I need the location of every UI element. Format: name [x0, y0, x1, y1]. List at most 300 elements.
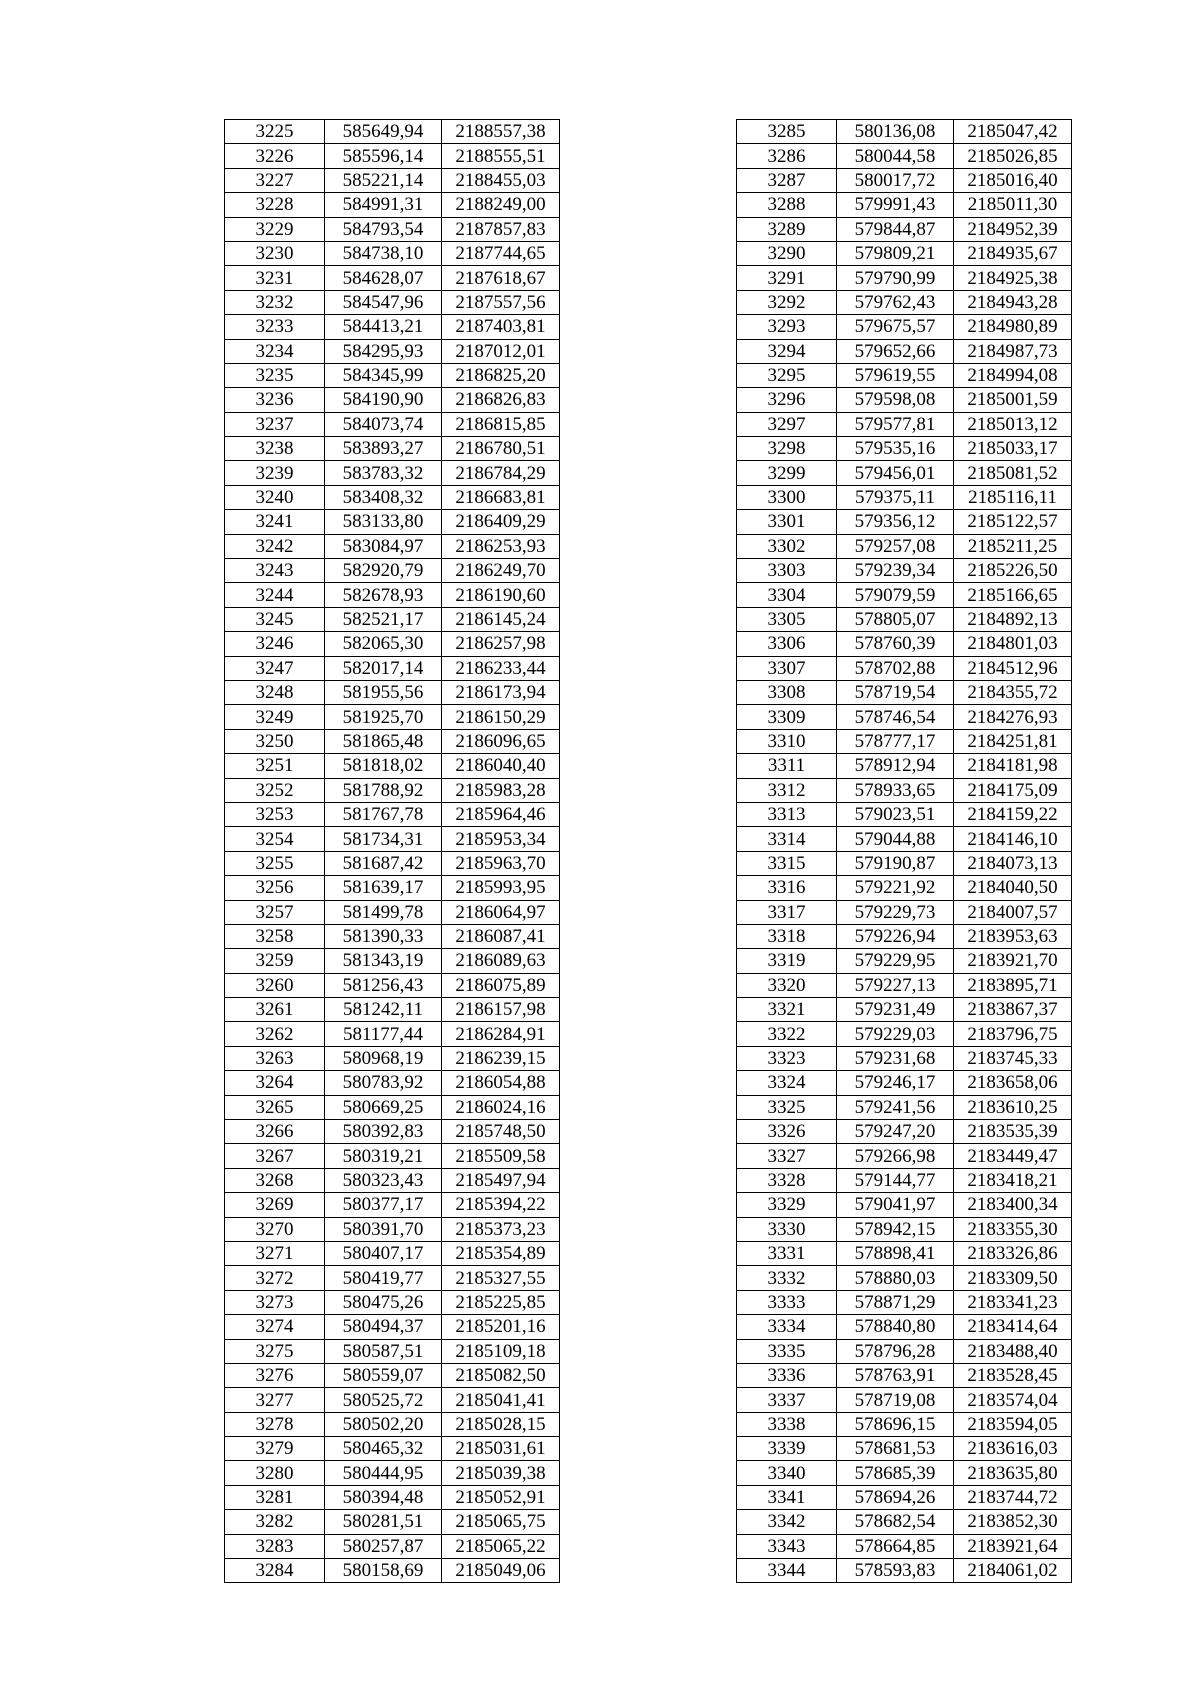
x-coordinate-cell: 580257,87 — [325, 1534, 442, 1558]
point-number-cell: 3312 — [737, 778, 837, 802]
y-coordinate-cell: 2185953,34 — [442, 827, 560, 851]
y-coordinate-cell: 2186145,24 — [442, 607, 560, 631]
coordinates-table-left — [224, 119, 560, 1583]
x-coordinate-cell: 580158,69 — [325, 1559, 442, 1583]
point-number-cell: 3287 — [737, 168, 837, 192]
point-number-cell: 3342 — [737, 1510, 837, 1534]
x-coordinate-cell: 578719,54 — [837, 680, 954, 704]
y-coordinate-cell: 2184175,09 — [954, 778, 1072, 802]
point-number-cell: 3272 — [225, 1266, 325, 1290]
table-row — [225, 315, 560, 339]
point-number-cell: 3253 — [225, 802, 325, 826]
x-coordinate-cell: 580377,17 — [325, 1193, 442, 1217]
y-coordinate-cell: 2187012,01 — [442, 339, 560, 363]
point-number-cell: 3294 — [737, 339, 837, 363]
table-row — [225, 388, 560, 412]
point-number-cell: 3230 — [225, 241, 325, 265]
point-number-cell: 3330 — [737, 1217, 837, 1241]
y-coordinate-cell: 2186257,98 — [442, 632, 560, 656]
y-coordinate-cell: 2183616,03 — [954, 1437, 1072, 1461]
point-number-cell: 3233 — [225, 315, 325, 339]
point-number-cell: 3234 — [225, 339, 325, 363]
table-row — [737, 1315, 1072, 1339]
table-row — [225, 559, 560, 583]
point-number-cell: 3306 — [737, 632, 837, 656]
x-coordinate-cell: 584793,54 — [325, 217, 442, 241]
table-row — [737, 705, 1072, 729]
point-number-cell: 3283 — [225, 1534, 325, 1558]
table-row — [225, 851, 560, 875]
x-coordinate-cell: 585221,14 — [325, 168, 442, 192]
table-row — [225, 632, 560, 656]
x-coordinate-cell: 584991,31 — [325, 193, 442, 217]
x-coordinate-cell: 578871,29 — [837, 1290, 954, 1314]
point-number-cell: 3337 — [737, 1388, 837, 1412]
point-number-cell: 3268 — [225, 1168, 325, 1192]
table-row — [737, 168, 1072, 192]
point-number-cell: 3284 — [225, 1559, 325, 1583]
point-number-cell: 3338 — [737, 1412, 837, 1436]
y-coordinate-cell: 2185116,11 — [954, 485, 1072, 509]
point-number-cell: 3241 — [225, 510, 325, 534]
table-row — [737, 437, 1072, 461]
y-coordinate-cell: 2184073,13 — [954, 851, 1072, 875]
point-number-cell: 3343 — [737, 1534, 837, 1558]
x-coordinate-cell: 578681,53 — [837, 1437, 954, 1461]
y-coordinate-cell: 2184040,50 — [954, 876, 1072, 900]
table-row — [737, 778, 1072, 802]
point-number-cell: 3318 — [737, 924, 837, 948]
point-number-cell: 3288 — [737, 193, 837, 217]
point-number-cell: 3317 — [737, 900, 837, 924]
x-coordinate-cell: 580475,26 — [325, 1290, 442, 1314]
table-body — [737, 120, 1072, 1583]
point-number-cell: 3302 — [737, 534, 837, 558]
x-coordinate-cell: 580044,58 — [837, 144, 954, 168]
point-number-cell: 3277 — [225, 1388, 325, 1412]
x-coordinate-cell: 581639,17 — [325, 876, 442, 900]
y-coordinate-cell: 2185211,25 — [954, 534, 1072, 558]
y-coordinate-cell: 2185748,50 — [442, 1120, 560, 1144]
x-coordinate-cell: 580444,95 — [325, 1461, 442, 1485]
x-coordinate-cell: 581818,02 — [325, 754, 442, 778]
point-number-cell: 3331 — [737, 1241, 837, 1265]
x-coordinate-cell: 579226,94 — [837, 924, 954, 948]
x-coordinate-cell: 580559,07 — [325, 1363, 442, 1387]
x-coordinate-cell: 581256,43 — [325, 973, 442, 997]
y-coordinate-cell: 2185049,06 — [442, 1559, 560, 1583]
point-number-cell: 3246 — [225, 632, 325, 656]
y-coordinate-cell: 2183744,72 — [954, 1485, 1072, 1509]
y-coordinate-cell: 2184061,02 — [954, 1559, 1072, 1583]
y-coordinate-cell: 2184251,81 — [954, 729, 1072, 753]
x-coordinate-cell: 579991,43 — [837, 193, 954, 217]
table-row — [225, 998, 560, 1022]
y-coordinate-cell: 2184355,72 — [954, 680, 1072, 704]
table-row — [225, 1388, 560, 1412]
table-row — [737, 485, 1072, 509]
point-number-cell: 3264 — [225, 1071, 325, 1095]
y-coordinate-cell: 2186075,89 — [442, 973, 560, 997]
table-row — [225, 1510, 560, 1534]
y-coordinate-cell: 2183921,70 — [954, 949, 1072, 973]
point-number-cell: 3290 — [737, 241, 837, 265]
x-coordinate-cell: 581955,56 — [325, 680, 442, 704]
point-number-cell: 3270 — [225, 1217, 325, 1241]
x-coordinate-cell: 580968,19 — [325, 1046, 442, 1070]
y-coordinate-cell: 2185081,52 — [954, 461, 1072, 485]
point-number-cell: 3263 — [225, 1046, 325, 1070]
x-coordinate-cell: 578694,26 — [837, 1485, 954, 1509]
point-number-cell: 3289 — [737, 217, 837, 241]
point-number-cell: 3286 — [737, 144, 837, 168]
table-row — [225, 1363, 560, 1387]
x-coordinate-cell: 580587,51 — [325, 1339, 442, 1363]
x-coordinate-cell: 579023,51 — [837, 802, 954, 826]
y-coordinate-cell: 2185964,46 — [442, 802, 560, 826]
x-coordinate-cell: 584295,93 — [325, 339, 442, 363]
y-coordinate-cell: 2184925,38 — [954, 266, 1072, 290]
point-number-cell: 3292 — [737, 290, 837, 314]
table-row — [225, 656, 560, 680]
y-coordinate-cell: 2186040,40 — [442, 754, 560, 778]
x-coordinate-cell: 581687,42 — [325, 851, 442, 875]
point-number-cell: 3243 — [225, 559, 325, 583]
y-coordinate-cell: 2185052,91 — [442, 1485, 560, 1509]
y-coordinate-cell: 2185028,15 — [442, 1412, 560, 1436]
x-coordinate-cell: 580525,72 — [325, 1388, 442, 1412]
table-row — [225, 339, 560, 363]
y-coordinate-cell: 2185225,85 — [442, 1290, 560, 1314]
x-coordinate-cell: 579241,56 — [837, 1095, 954, 1119]
table-row — [225, 1241, 560, 1265]
y-coordinate-cell: 2186239,15 — [442, 1046, 560, 1070]
table-row — [737, 266, 1072, 290]
table-row — [737, 1120, 1072, 1144]
table-row — [225, 1168, 560, 1192]
y-coordinate-cell: 2184276,93 — [954, 705, 1072, 729]
table-row — [737, 193, 1072, 217]
table-row — [737, 754, 1072, 778]
point-number-cell: 3305 — [737, 607, 837, 631]
table-row — [225, 412, 560, 436]
x-coordinate-cell: 584547,96 — [325, 290, 442, 314]
x-coordinate-cell: 582678,93 — [325, 583, 442, 607]
y-coordinate-cell: 2185983,28 — [442, 778, 560, 802]
y-coordinate-cell: 2185047,42 — [954, 120, 1072, 144]
y-coordinate-cell: 2183574,04 — [954, 1388, 1072, 1412]
table-row — [225, 900, 560, 924]
y-coordinate-cell: 2185065,22 — [442, 1534, 560, 1558]
point-number-cell: 3295 — [737, 363, 837, 387]
table-row — [737, 1144, 1072, 1168]
table-row — [225, 290, 560, 314]
table-row — [737, 120, 1072, 144]
x-coordinate-cell: 578685,39 — [837, 1461, 954, 1485]
y-coordinate-cell: 2188557,38 — [442, 120, 560, 144]
table-row — [225, 680, 560, 704]
x-coordinate-cell: 579231,49 — [837, 998, 954, 1022]
table-row — [225, 705, 560, 729]
y-coordinate-cell: 2186150,29 — [442, 705, 560, 729]
table-row — [225, 241, 560, 265]
table-row — [225, 1485, 560, 1509]
table-row — [737, 1412, 1072, 1436]
y-coordinate-cell: 2186784,29 — [442, 461, 560, 485]
x-coordinate-cell: 583133,80 — [325, 510, 442, 534]
point-number-cell: 3280 — [225, 1461, 325, 1485]
x-coordinate-cell: 580319,21 — [325, 1144, 442, 1168]
x-coordinate-cell: 579221,92 — [837, 876, 954, 900]
y-coordinate-cell: 2184159,22 — [954, 802, 1072, 826]
x-coordinate-cell: 578777,17 — [837, 729, 954, 753]
table-row — [737, 1193, 1072, 1217]
y-coordinate-cell: 2185201,16 — [442, 1315, 560, 1339]
x-coordinate-cell: 579079,59 — [837, 583, 954, 607]
x-coordinate-cell: 579044,88 — [837, 827, 954, 851]
y-coordinate-cell: 2184952,39 — [954, 217, 1072, 241]
table-row — [225, 534, 560, 558]
y-coordinate-cell: 2185011,30 — [954, 193, 1072, 217]
x-coordinate-cell: 581242,11 — [325, 998, 442, 1022]
y-coordinate-cell: 2183796,75 — [954, 1022, 1072, 1046]
point-number-cell: 3232 — [225, 290, 325, 314]
point-number-cell: 3315 — [737, 851, 837, 875]
point-number-cell: 3237 — [225, 412, 325, 436]
point-number-cell: 3327 — [737, 1144, 837, 1168]
point-number-cell: 3265 — [225, 1095, 325, 1119]
y-coordinate-cell: 2188555,51 — [442, 144, 560, 168]
table-row — [737, 315, 1072, 339]
y-coordinate-cell: 2183610,25 — [954, 1095, 1072, 1119]
point-number-cell: 3228 — [225, 193, 325, 217]
point-number-cell: 3341 — [737, 1485, 837, 1509]
y-coordinate-cell: 2187744,65 — [442, 241, 560, 265]
table-row — [737, 1437, 1072, 1461]
y-coordinate-cell: 2185373,23 — [442, 1217, 560, 1241]
table-row — [225, 1217, 560, 1241]
y-coordinate-cell: 2183418,21 — [954, 1168, 1072, 1192]
table-row — [225, 266, 560, 290]
y-coordinate-cell: 2185226,50 — [954, 559, 1072, 583]
x-coordinate-cell: 580419,77 — [325, 1266, 442, 1290]
x-coordinate-cell: 579598,08 — [837, 388, 954, 412]
y-coordinate-cell: 2183867,37 — [954, 998, 1072, 1022]
point-number-cell: 3322 — [737, 1022, 837, 1046]
y-coordinate-cell: 2185109,18 — [442, 1339, 560, 1363]
table-row — [737, 998, 1072, 1022]
y-coordinate-cell: 2183355,30 — [954, 1217, 1072, 1241]
y-coordinate-cell: 2186825,20 — [442, 363, 560, 387]
x-coordinate-cell: 578763,91 — [837, 1363, 954, 1387]
point-number-cell: 3326 — [737, 1120, 837, 1144]
table-row — [225, 1339, 560, 1363]
point-number-cell: 3311 — [737, 754, 837, 778]
table-row — [225, 363, 560, 387]
x-coordinate-cell: 580502,20 — [325, 1412, 442, 1436]
point-number-cell: 3328 — [737, 1168, 837, 1192]
y-coordinate-cell: 2186253,93 — [442, 534, 560, 558]
x-coordinate-cell: 579762,43 — [837, 290, 954, 314]
table-row — [225, 778, 560, 802]
table-row — [225, 217, 560, 241]
table-row — [737, 339, 1072, 363]
x-coordinate-cell: 578760,39 — [837, 632, 954, 656]
table-row — [225, 729, 560, 753]
table-row — [737, 1290, 1072, 1314]
point-number-cell: 3321 — [737, 998, 837, 1022]
y-coordinate-cell: 2183635,80 — [954, 1461, 1072, 1485]
x-coordinate-cell: 582521,17 — [325, 607, 442, 631]
y-coordinate-cell: 2183528,45 — [954, 1363, 1072, 1387]
point-number-cell: 3324 — [737, 1071, 837, 1095]
table-row — [737, 632, 1072, 656]
x-coordinate-cell: 580394,48 — [325, 1485, 442, 1509]
point-number-cell: 3273 — [225, 1290, 325, 1314]
x-coordinate-cell: 579227,13 — [837, 973, 954, 997]
table-row — [225, 144, 560, 168]
point-number-cell: 3252 — [225, 778, 325, 802]
point-number-cell: 3314 — [737, 827, 837, 851]
point-number-cell: 3239 — [225, 461, 325, 485]
point-number-cell: 3316 — [737, 876, 837, 900]
point-number-cell: 3242 — [225, 534, 325, 558]
table-row — [225, 1266, 560, 1290]
table-row — [737, 1022, 1072, 1046]
y-coordinate-cell: 2185041,41 — [442, 1388, 560, 1412]
point-number-cell: 3236 — [225, 388, 325, 412]
x-coordinate-cell: 578719,08 — [837, 1388, 954, 1412]
point-number-cell: 3227 — [225, 168, 325, 192]
table-row — [225, 1315, 560, 1339]
y-coordinate-cell: 2184980,89 — [954, 315, 1072, 339]
y-coordinate-cell: 2185509,58 — [442, 1144, 560, 1168]
point-number-cell: 3332 — [737, 1266, 837, 1290]
x-coordinate-cell: 578746,54 — [837, 705, 954, 729]
point-number-cell: 3297 — [737, 412, 837, 436]
table-row — [737, 1046, 1072, 1070]
x-coordinate-cell: 579356,12 — [837, 510, 954, 534]
x-coordinate-cell: 580391,70 — [325, 1217, 442, 1241]
table-row — [225, 1095, 560, 1119]
table-row — [737, 1534, 1072, 1558]
x-coordinate-cell: 581499,78 — [325, 900, 442, 924]
point-number-cell: 3240 — [225, 485, 325, 509]
x-coordinate-cell: 584190,90 — [325, 388, 442, 412]
x-coordinate-cell: 578840,80 — [837, 1315, 954, 1339]
x-coordinate-cell: 579535,16 — [837, 437, 954, 461]
point-number-cell: 3310 — [737, 729, 837, 753]
table-row — [225, 1046, 560, 1070]
x-coordinate-cell: 579809,21 — [837, 241, 954, 265]
point-number-cell: 3266 — [225, 1120, 325, 1144]
point-number-cell: 3250 — [225, 729, 325, 753]
x-coordinate-cell: 580392,83 — [325, 1120, 442, 1144]
x-coordinate-cell: 585596,14 — [325, 144, 442, 168]
table-row — [737, 876, 1072, 900]
x-coordinate-cell: 580783,92 — [325, 1071, 442, 1095]
y-coordinate-cell: 2183326,86 — [954, 1241, 1072, 1265]
table-row — [225, 485, 560, 509]
y-coordinate-cell: 2186815,85 — [442, 412, 560, 436]
x-coordinate-cell: 579266,98 — [837, 1144, 954, 1168]
table-row — [225, 802, 560, 826]
point-number-cell: 3329 — [737, 1193, 837, 1217]
x-coordinate-cell: 578664,85 — [837, 1534, 954, 1558]
x-coordinate-cell: 579239,34 — [837, 559, 954, 583]
table-row — [737, 607, 1072, 631]
y-coordinate-cell: 2187557,56 — [442, 290, 560, 314]
table-row — [737, 144, 1072, 168]
table-row — [225, 949, 560, 973]
point-number-cell: 3271 — [225, 1241, 325, 1265]
y-coordinate-cell: 2184892,13 — [954, 607, 1072, 631]
point-number-cell: 3258 — [225, 924, 325, 948]
table-row — [737, 1266, 1072, 1290]
y-coordinate-cell: 2186173,94 — [442, 680, 560, 704]
x-coordinate-cell: 578696,15 — [837, 1412, 954, 1436]
x-coordinate-cell: 578682,54 — [837, 1510, 954, 1534]
x-coordinate-cell: 579675,57 — [837, 315, 954, 339]
table-row — [737, 973, 1072, 997]
y-coordinate-cell: 2187403,81 — [442, 315, 560, 339]
x-coordinate-cell: 579257,08 — [837, 534, 954, 558]
y-coordinate-cell: 2184801,03 — [954, 632, 1072, 656]
point-number-cell: 3293 — [737, 315, 837, 339]
point-number-cell: 3261 — [225, 998, 325, 1022]
point-number-cell: 3244 — [225, 583, 325, 607]
y-coordinate-cell: 2185013,12 — [954, 412, 1072, 436]
x-coordinate-cell: 578880,03 — [837, 1266, 954, 1290]
y-coordinate-cell: 2184935,67 — [954, 241, 1072, 265]
y-coordinate-cell: 2184181,98 — [954, 754, 1072, 778]
point-number-cell: 3254 — [225, 827, 325, 851]
y-coordinate-cell: 2183594,05 — [954, 1412, 1072, 1436]
point-number-cell: 3257 — [225, 900, 325, 924]
table-row — [225, 827, 560, 851]
y-coordinate-cell: 2183414,64 — [954, 1315, 1072, 1339]
point-number-cell: 3245 — [225, 607, 325, 631]
y-coordinate-cell: 2188249,00 — [442, 193, 560, 217]
table-row — [737, 656, 1072, 680]
table-row — [737, 1485, 1072, 1509]
table-row — [737, 924, 1072, 948]
table-row — [225, 607, 560, 631]
table-row — [225, 924, 560, 948]
table-body — [225, 120, 560, 1583]
x-coordinate-cell: 582017,14 — [325, 656, 442, 680]
table-row — [225, 1437, 560, 1461]
x-coordinate-cell: 583408,32 — [325, 485, 442, 509]
y-coordinate-cell: 2185082,50 — [442, 1363, 560, 1387]
x-coordinate-cell: 580494,37 — [325, 1315, 442, 1339]
x-coordinate-cell: 582065,30 — [325, 632, 442, 656]
x-coordinate-cell: 579041,97 — [837, 1193, 954, 1217]
table-row — [225, 876, 560, 900]
point-number-cell: 3282 — [225, 1510, 325, 1534]
table-row — [737, 827, 1072, 851]
y-coordinate-cell: 2186683,81 — [442, 485, 560, 509]
table-row — [737, 1217, 1072, 1241]
point-number-cell: 3339 — [737, 1437, 837, 1461]
point-number-cell: 3291 — [737, 266, 837, 290]
y-coordinate-cell: 2183488,40 — [954, 1339, 1072, 1363]
x-coordinate-cell: 578702,88 — [837, 656, 954, 680]
point-number-cell: 3323 — [737, 1046, 837, 1070]
y-coordinate-cell: 2185327,55 — [442, 1266, 560, 1290]
table-row — [225, 754, 560, 778]
y-coordinate-cell: 2184943,28 — [954, 290, 1072, 314]
